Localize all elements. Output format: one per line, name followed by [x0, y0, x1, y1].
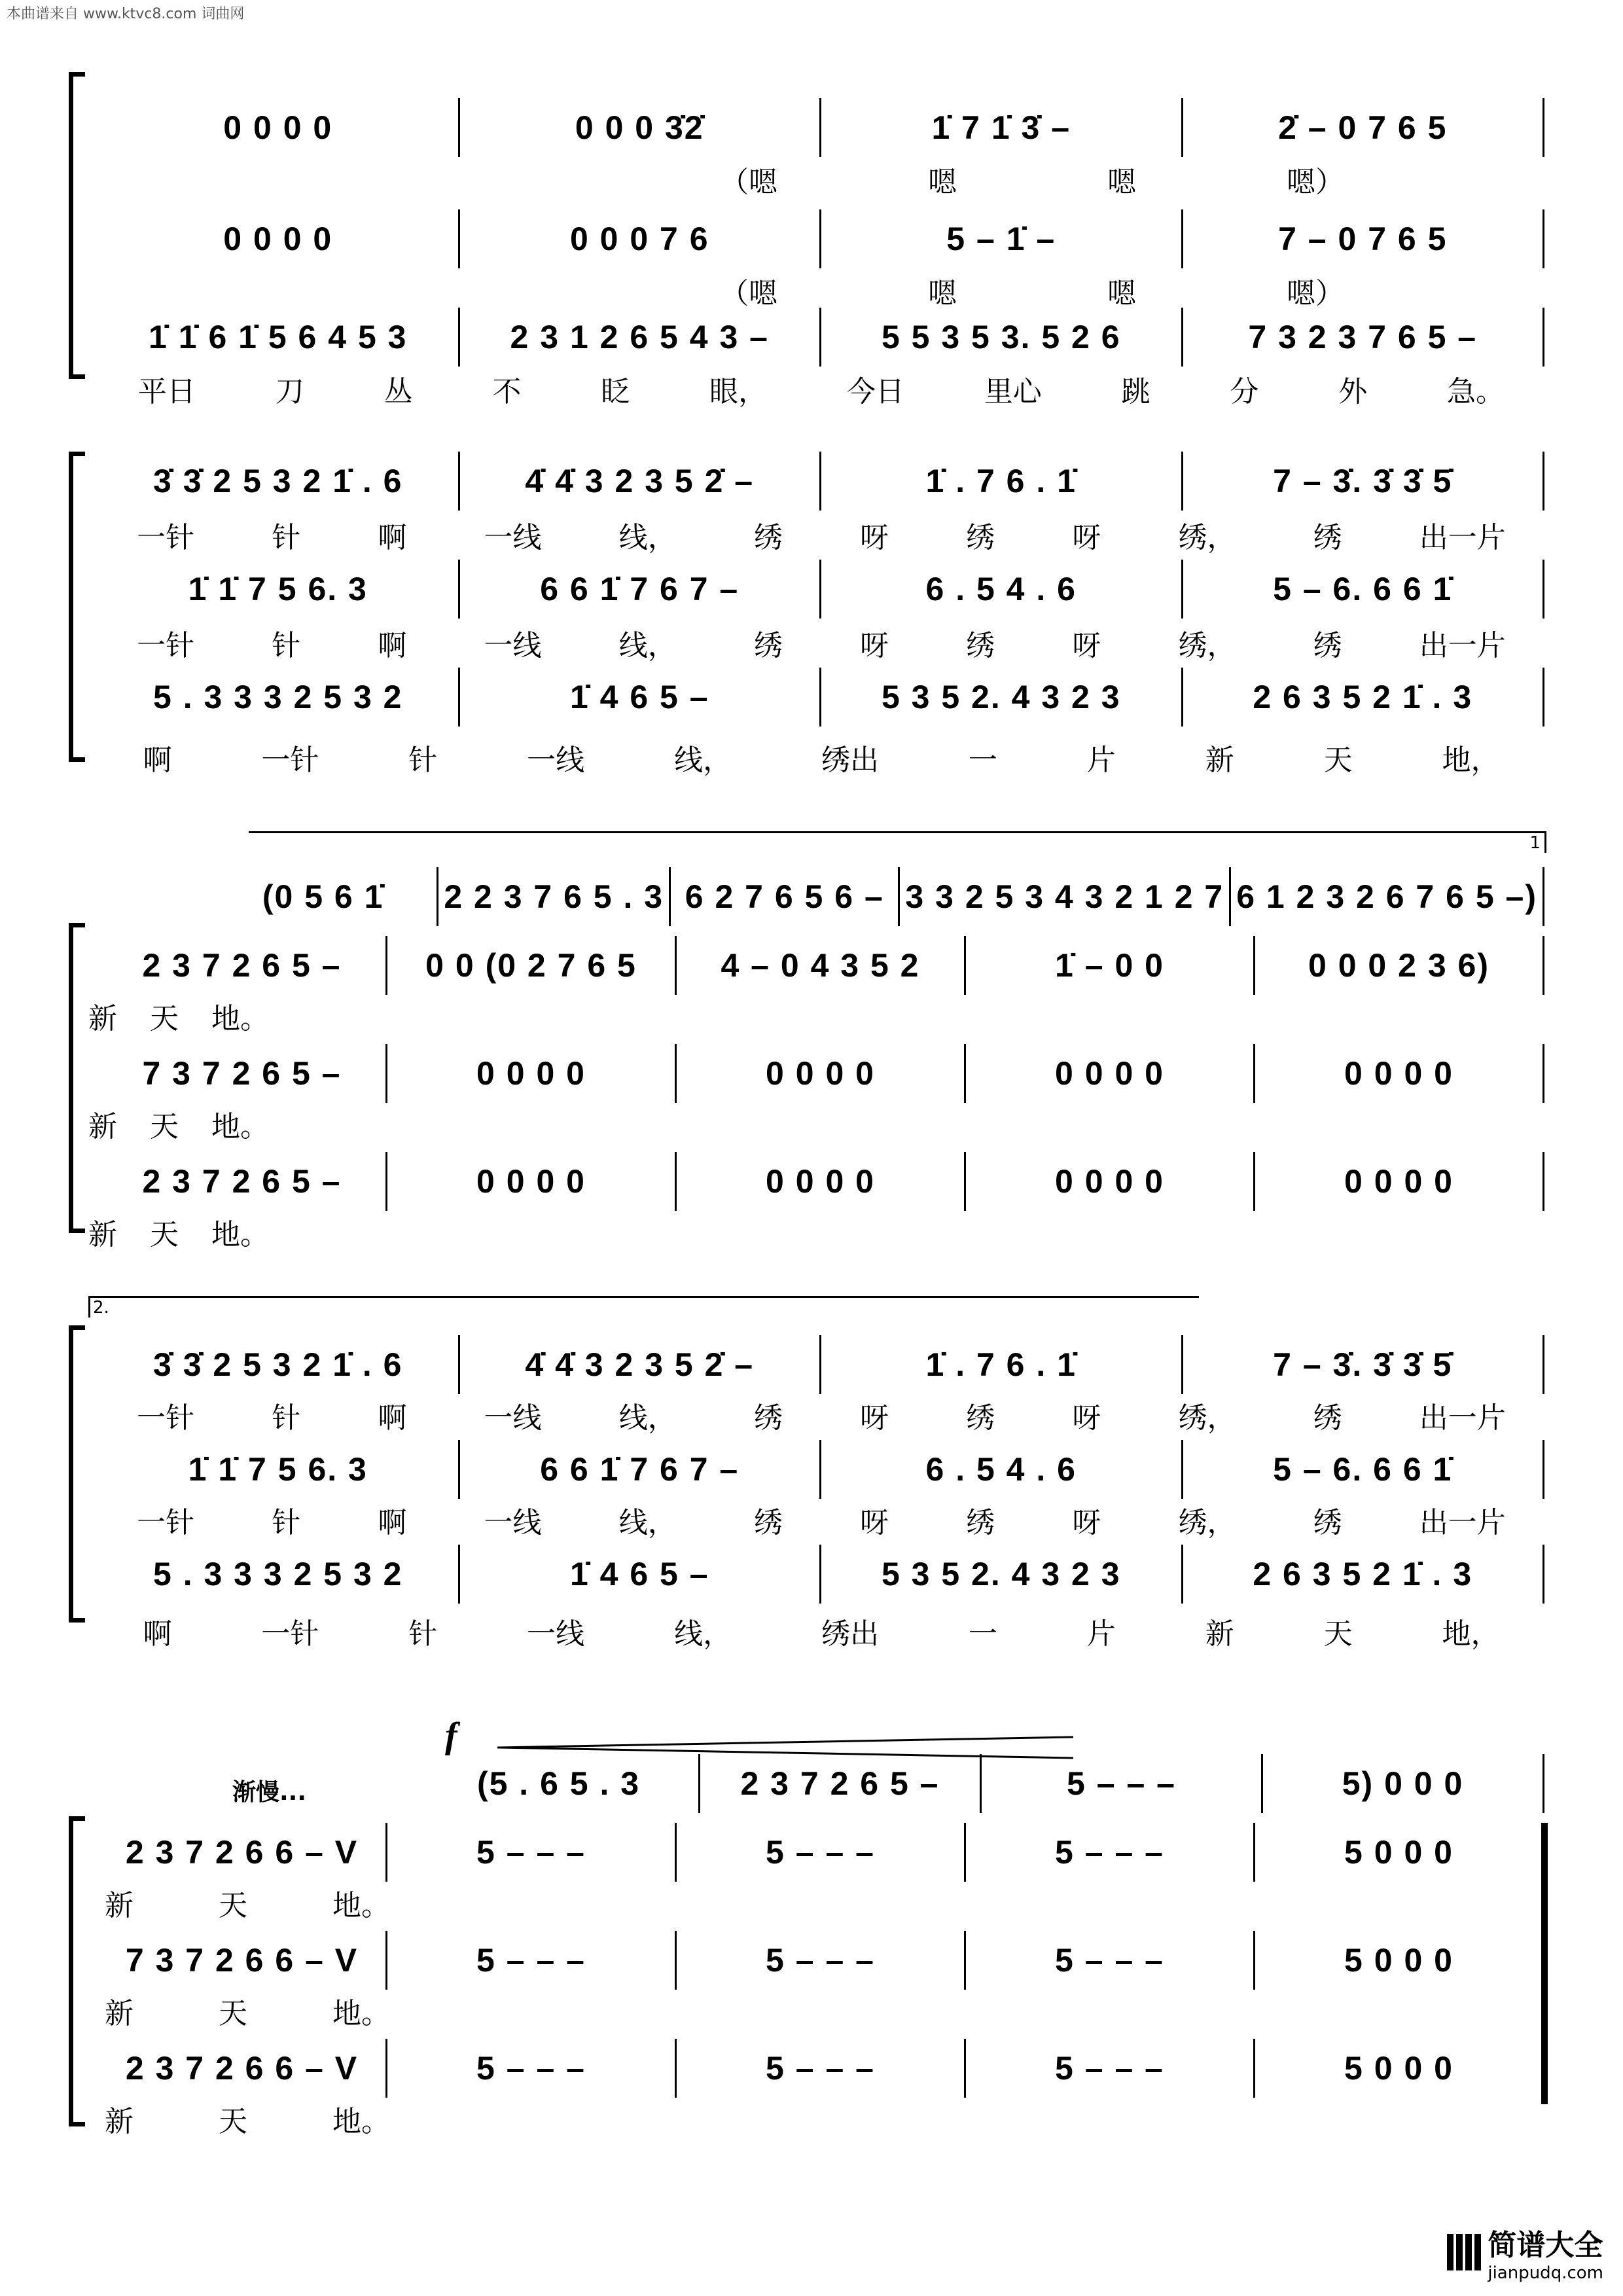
measure: 0 0 0 0	[1255, 1152, 1544, 1211]
lyric: 嗯	[928, 166, 957, 199]
system-bracket	[69, 1325, 85, 1623]
site-logo	[1447, 2221, 1603, 2283]
measure: 4̇ 4̇ 3 2 3 5 2̇ –	[460, 1335, 822, 1394]
lyric: 天	[219, 1889, 247, 1922]
measure: 7 – 3̇. 3̇ 3̇ 5̇	[1183, 452, 1545, 511]
lyric: 新	[1205, 1617, 1234, 1651]
staff-1-1	[98, 98, 1544, 199]
lyric: 嗯	[928, 277, 957, 310]
measure: 0 0 0 2 3 6)	[1255, 936, 1544, 995]
measure: 5 0 0 0	[1255, 1931, 1544, 1990]
lyric: 针	[272, 1506, 301, 1539]
system-5	[0, 1702, 1623, 2160]
lyric: 里心	[984, 375, 1042, 408]
measure: 5 0 0 0	[1255, 1823, 1544, 1882]
lyric: 绣，	[1178, 1506, 1236, 1539]
measure: 1̇ . 7 6 . 1̇	[821, 452, 1183, 511]
lyric: 新	[1205, 744, 1234, 777]
measure: 5 – – –	[677, 1823, 966, 1882]
measure: 0 0 0 0	[387, 1044, 677, 1103]
measure: 5 – – –	[387, 1931, 677, 1990]
lyric: 针	[272, 629, 301, 662]
measure: 0 0 0 0	[677, 1044, 966, 1103]
system-bracket	[69, 923, 85, 1233]
lyric: 急。	[1447, 375, 1505, 408]
hairpin-line-upper	[497, 1737, 1073, 1748]
lyric: 线，	[618, 1401, 677, 1435]
measure: 5 0 0 0	[1255, 2039, 1544, 2098]
measure: 0 0 0 0	[966, 1044, 1255, 1103]
measure: 1̇ 4 6 5 –	[460, 1545, 822, 1604]
measure: 3̇ 3̇ 2 5 3 2 1̇ . 6	[98, 452, 460, 511]
measure: 0 0 0 0	[387, 1152, 677, 1211]
measure: 2 3 7 2 6 6 – V	[98, 2039, 387, 2098]
measure: 5 – 6. 6 6 1̇	[1183, 560, 1545, 619]
lyric: 天	[219, 2105, 247, 2138]
lyric: 地。	[211, 1218, 269, 1251]
lyric: 新	[105, 1997, 134, 2030]
lyric: 线，	[674, 744, 732, 777]
staff-3-4	[88, 1152, 1544, 1251]
measure: 2 3 1 2 6 5 4 3 –	[460, 308, 822, 367]
measure: 0 0 0 0	[966, 1152, 1255, 1211]
lyric: 天	[150, 1002, 179, 1035]
lyric: 一线	[527, 744, 585, 777]
measure: (0 5 6 1̇	[209, 867, 438, 926]
lyric: 一针	[261, 744, 319, 777]
lyric: 针	[408, 744, 438, 777]
lyric: 绣	[753, 521, 783, 554]
lyric: 一针	[137, 1506, 195, 1539]
header-source-note	[7, 3, 256, 23]
lyric: 绣	[966, 521, 995, 554]
lyric: 呀	[860, 629, 889, 662]
measure: 2̇ – 0 7 6 5	[1183, 98, 1545, 157]
lyric: 线，	[618, 521, 677, 554]
measure: 2 3 7 2 6 6 – V	[98, 1823, 387, 1882]
measure: 1̇ 7 1̇ 3̇ –	[821, 98, 1183, 157]
measure: 5 . 3 3 3 2 5 3 2	[98, 668, 460, 726]
lyric: 一线	[484, 521, 542, 554]
system-bracket	[69, 1816, 85, 2126]
measure: 1̇ 1̇ 7 5 6. 3	[98, 1440, 460, 1499]
measure: 0 0 0 0	[98, 98, 460, 157]
measure: 2 3 7 2 6 5 –	[700, 1754, 982, 1813]
measure: 0 0 0 3̇2̇	[460, 98, 822, 157]
measure: 7 – 3̇. 3̇ 3̇ 5̇	[1183, 1335, 1545, 1394]
lyric: 线，	[618, 629, 677, 662]
lyric: 外	[1338, 375, 1368, 408]
lyric: 一线	[484, 1506, 542, 1539]
staff-1-2	[98, 209, 1544, 310]
lyric: 一针	[261, 1617, 319, 1651]
staff-4-3	[98, 1545, 1544, 1651]
header-source-text: 本曲谱来自 www.ktvc8.com 词曲网	[7, 6, 245, 22]
final-barline	[1541, 1823, 1548, 2104]
lyric: 一线	[484, 1401, 542, 1435]
lyric: 眼，	[709, 375, 768, 408]
lyric: 片	[1086, 744, 1116, 777]
measure: 0 0 (0 2 7 6 5	[387, 936, 677, 995]
lyric: 啊	[378, 1401, 407, 1435]
measure: 1̇ . 7 6 . 1̇	[821, 1335, 1183, 1394]
measure: 6 6 1̇ 7 6 7 –	[460, 1440, 822, 1499]
lyric: 分	[1230, 375, 1259, 408]
lyric: 出一片	[1419, 629, 1506, 662]
logo-url: jianpudq.com	[1488, 2263, 1603, 2283]
lyric: 新	[105, 1889, 134, 1922]
lyric: 绣	[1313, 1401, 1342, 1435]
system-3	[0, 831, 1623, 1250]
measure: 3̇ 3̇ 2 5 3 2 1̇ . 6	[98, 1335, 460, 1394]
lyric: 绣，	[1178, 521, 1236, 554]
staff-2-1	[98, 452, 1544, 554]
staff-4-1	[98, 1335, 1544, 1435]
staff-3-3	[88, 1044, 1544, 1143]
lyric: 绣，	[1178, 1401, 1236, 1435]
measure: 2 6 3 5 2 1̇ . 3	[1183, 668, 1545, 726]
system-bracket	[69, 72, 85, 379]
lyric: 嗯）	[1287, 166, 1344, 199]
lyric: 嗯	[1107, 277, 1136, 310]
staff-4-2	[98, 1440, 1544, 1539]
lyric: 眨	[601, 375, 630, 408]
volta-label: 2.	[93, 1298, 109, 1318]
lyric: 绣出	[821, 744, 879, 777]
lyric: 地。	[211, 1110, 269, 1143]
lyric: 呀	[1072, 521, 1101, 554]
staff-3-1	[209, 867, 1544, 946]
measure: 4 – 0 4 3 5 2	[677, 936, 966, 995]
measure: 2 2 3 7 6 5 . 3	[438, 867, 671, 926]
logo-name: 简谱大全	[1488, 2229, 1603, 2262]
measure: 0 0 0 0	[677, 1152, 966, 1211]
staff-5-4	[98, 2039, 1544, 2138]
lyric: 出一片	[1419, 521, 1506, 554]
measure: 7 3 7 2 6 5 –	[98, 1044, 387, 1103]
lyric: 绣	[753, 1401, 783, 1435]
lyric: 呀	[860, 521, 889, 554]
staff-2-2	[98, 560, 1544, 662]
measure: 6 6 1̇ 7 6 7 –	[460, 560, 822, 619]
measure: 6 . 5 4 . 6	[821, 1440, 1183, 1499]
lyric: 一针	[137, 521, 195, 554]
measure: 7 3 2 3 7 6 5 –	[1183, 308, 1545, 367]
lyric: 出一片	[1419, 1506, 1506, 1539]
measure: (5 . 6 5 . 3	[419, 1754, 700, 1813]
lyric: 一线	[527, 1617, 585, 1651]
lyric: 绣	[1313, 629, 1342, 662]
system-4	[0, 1296, 1623, 1662]
lyric: 呀	[1072, 1506, 1101, 1539]
lyric: 一	[968, 744, 997, 777]
volta-2	[88, 1296, 1199, 1318]
measure: 5 – – –	[966, 2039, 1255, 2098]
lyric: 新	[105, 2105, 134, 2138]
lyric: 绣	[1313, 521, 1342, 554]
lyric: 地。	[211, 1002, 269, 1035]
measure: 0 0 0 0	[1255, 1044, 1544, 1103]
piano-keys-icon	[1447, 2234, 1481, 2270]
measure: 1̇ 4 6 5 –	[460, 668, 822, 726]
lyric: 啊	[143, 744, 172, 777]
lyric: 不	[492, 375, 522, 408]
staff-5-1	[419, 1754, 1544, 1833]
lyric: 出一片	[1419, 1401, 1506, 1435]
measure: 7 – 0 7 6 5	[1183, 209, 1545, 268]
lyric: 绣出	[821, 1617, 879, 1651]
lyric: 一	[968, 1617, 997, 1651]
lyric: 绣，	[1178, 629, 1236, 662]
measure: 2 3 7 2 6 5 –	[98, 1152, 387, 1211]
lyric: 一线	[484, 629, 542, 662]
lyric: 地，	[1442, 1617, 1500, 1651]
measure: 1̇ – 0 0	[966, 936, 1255, 995]
staff-5-2	[98, 1823, 1544, 1922]
measure: 1̇ 1̇ 6 1̇ 5 6 4 5 3	[98, 308, 460, 367]
lyric: 地。	[332, 1889, 390, 1922]
measure: 0 0 0 0	[98, 209, 460, 268]
measure: 5 – – –	[387, 2039, 677, 2098]
lyric: 新	[88, 1110, 117, 1143]
measure: 5 3 5 2. 4 3 2 3	[821, 668, 1183, 726]
lyric: 绣	[753, 629, 783, 662]
measure: 1̇ 1̇ 7 5 6. 3	[98, 560, 460, 619]
lyric: 平日	[137, 375, 196, 408]
lyric: 呀	[1072, 629, 1101, 662]
measure: 5 – – –	[387, 1823, 677, 1882]
staff-1-3	[98, 308, 1544, 408]
lyric: 地，	[1442, 744, 1500, 777]
measure: 0 0 0 7 6	[460, 209, 822, 268]
measure: 5 – – –	[966, 1931, 1255, 1990]
lyric: 啊	[378, 629, 407, 662]
measure: 5 3 5 2. 4 3 2 3	[821, 1545, 1183, 1604]
system-1	[0, 72, 1623, 412]
lyric: （嗯	[720, 166, 777, 199]
measure: 6 1 2 3 2 6 7 6 5 –)	[1231, 867, 1544, 926]
measure: 2 6 3 5 2 1̇ . 3	[1183, 1545, 1545, 1604]
staff-3-2	[88, 936, 1544, 1035]
lyric: 新	[88, 1002, 117, 1035]
volta-label: 1	[1529, 833, 1541, 853]
system-bracket	[69, 452, 85, 762]
measure: 5 – – –	[677, 1931, 966, 1990]
lyric: 嗯	[1107, 166, 1136, 199]
lyric: 天	[1323, 1617, 1353, 1651]
staff-5-3	[98, 1931, 1544, 2030]
lyric: 呀	[860, 1506, 889, 1539]
lyric: 线，	[674, 1617, 732, 1651]
measure: 7 3 7 2 6 6 – V	[98, 1931, 387, 1990]
lyric: 绣	[753, 1506, 783, 1539]
lyric: 呀	[1072, 1401, 1101, 1435]
lyric: 啊	[378, 1506, 407, 1539]
lyric: 天	[219, 1997, 247, 2030]
lyric: 片	[1086, 1617, 1116, 1651]
lyric: 啊	[378, 521, 407, 554]
measure: 5 – – –	[982, 1754, 1263, 1813]
lyric: （嗯	[720, 277, 777, 310]
lyric: 新	[88, 1218, 117, 1251]
measure: 3 3 2 5 3 4 3 2 1 2 7	[900, 867, 1231, 926]
lyric: 绣	[966, 629, 995, 662]
lyric: 呀	[860, 1401, 889, 1435]
measure: 5 – 6. 6 6 1̇	[1183, 1440, 1545, 1499]
measure: 2 3 7 2 6 5 –	[98, 936, 387, 995]
lyric: 地。	[332, 2105, 390, 2138]
lyric: 绣	[1313, 1506, 1342, 1539]
lyric: 针	[272, 1401, 301, 1435]
lyric: 一针	[137, 1401, 195, 1435]
lyric: 地。	[332, 1997, 390, 2030]
lyric: 天	[150, 1218, 179, 1251]
measure: 5 . 3 3 3 2 5 3 2	[98, 1545, 460, 1604]
measure: 5 – – –	[677, 2039, 966, 2098]
lyric: 今日	[846, 375, 904, 408]
lyric: 线，	[618, 1506, 677, 1539]
measure: 5 – 1̇ –	[821, 209, 1183, 268]
system-2	[0, 452, 1623, 792]
measure: 6 . 5 4 . 6	[821, 560, 1183, 619]
dynamic-marking: f	[445, 1715, 457, 1756]
measure: 5 – – –	[966, 1823, 1255, 1882]
lyric: 丛	[383, 375, 413, 408]
staff-2-3	[98, 668, 1544, 777]
lyric: 嗯）	[1287, 277, 1344, 310]
lyric: 跳	[1121, 375, 1150, 408]
lyric: 绣	[966, 1401, 995, 1435]
lyric: 针	[408, 1617, 438, 1651]
lyric: 针	[272, 521, 301, 554]
lyric: 啊	[143, 1617, 172, 1651]
tempo-marking: 渐慢...	[232, 1779, 307, 1806]
measure: 4̇ 4̇ 3 2 3 5 2̇ –	[460, 452, 822, 511]
lyric: 天	[1323, 744, 1353, 777]
volta-1	[249, 831, 1546, 853]
lyric: 绣	[966, 1506, 995, 1539]
measure: 5) 0 0 0	[1263, 1754, 1544, 1813]
lyric: 刀	[275, 375, 304, 408]
lyric: 一针	[137, 629, 195, 662]
measure: 5 5 3 5 3. 5 2 6	[821, 308, 1183, 367]
lyric: 天	[150, 1110, 179, 1143]
measure: 6 2 7 6 5 6 –	[671, 867, 900, 926]
